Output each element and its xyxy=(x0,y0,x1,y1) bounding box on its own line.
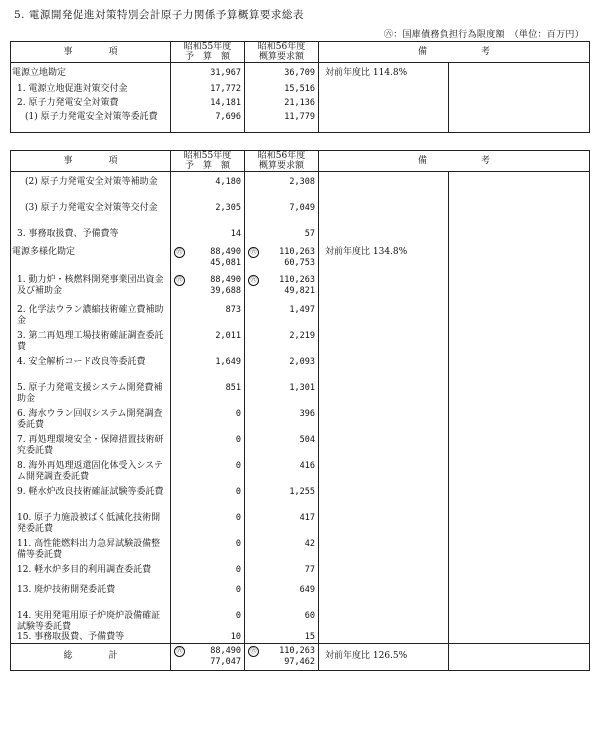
remark-extra xyxy=(449,632,590,643)
table-row xyxy=(11,435,590,461)
item-label-text: 11. 高性能燃料出力急昇試験設備整備等委託費 xyxy=(17,539,161,560)
fy55-amount: 1,649 xyxy=(215,357,241,367)
fy56-amount: 15,516 xyxy=(284,84,315,94)
remark-extra xyxy=(449,357,590,383)
remark xyxy=(319,513,449,539)
table-row xyxy=(11,461,590,487)
remark-extra xyxy=(449,565,590,585)
fy56-value xyxy=(245,632,319,643)
table-row xyxy=(11,565,590,585)
fy56-amount: 417 xyxy=(299,513,315,523)
fy55-value xyxy=(171,513,245,539)
fy55-value xyxy=(171,172,245,204)
table-row xyxy=(11,539,590,565)
fy56-value xyxy=(245,565,319,585)
total-label xyxy=(11,643,171,670)
remark xyxy=(319,632,449,643)
remark xyxy=(319,331,449,357)
fy56-amount: 77 xyxy=(304,565,315,575)
item-label-text: 電源立地勘定 xyxy=(12,68,67,78)
table-row xyxy=(11,487,590,513)
fy56-amount: 2,219 xyxy=(289,331,315,341)
fy56-amount: 1,497 xyxy=(289,305,315,315)
fy56-amount: 1,301 xyxy=(289,383,315,393)
fy55-value xyxy=(171,461,245,487)
total-fy55 xyxy=(171,643,245,670)
item-label xyxy=(11,275,171,305)
item-label xyxy=(11,585,171,611)
table-row xyxy=(11,203,590,229)
fy55-value xyxy=(171,84,245,98)
table-row xyxy=(11,305,590,331)
table-row xyxy=(11,513,590,539)
debt-limit-mark: ㊅ xyxy=(248,247,259,258)
item-label xyxy=(11,539,171,565)
fy56-amount: 15 xyxy=(304,632,315,642)
fy55-value xyxy=(171,275,245,305)
fy55-amount: 17,772 xyxy=(210,84,241,94)
item-label-text: 電源多様化勘定 xyxy=(12,247,76,257)
fy55-amount: 0 xyxy=(235,565,241,575)
item-label xyxy=(11,229,171,247)
header-remarks: 備 考 xyxy=(319,151,590,172)
remark xyxy=(319,357,449,383)
remark-extra xyxy=(449,461,590,487)
table-row xyxy=(11,409,590,435)
remark xyxy=(319,565,449,585)
fy56-value xyxy=(245,275,319,305)
fy56-value xyxy=(245,585,319,611)
remark-extra xyxy=(449,487,590,513)
fy55-amount: 14,181 xyxy=(210,98,241,108)
budget-table-part1 xyxy=(10,41,590,133)
fy55-value xyxy=(171,435,245,461)
item-label-text: 7. 再処理環境安全・保障措置技術研究委託費 xyxy=(17,435,164,456)
table-row xyxy=(11,84,590,98)
remark xyxy=(319,487,449,513)
item-label-text: 15. 事務取扱費、予備費等 xyxy=(17,632,125,642)
fy56-value xyxy=(245,513,319,539)
remark-text: 対前年度比 114.8% xyxy=(325,68,408,78)
table-row xyxy=(11,247,590,275)
item-label xyxy=(11,112,171,133)
fy56-amount: 60 xyxy=(304,611,315,621)
fy55-value xyxy=(171,305,245,331)
fy55-value xyxy=(171,487,245,513)
fy55-value xyxy=(171,409,245,435)
fy56-amount: 416 xyxy=(299,461,315,471)
fy55-amount: 0 xyxy=(235,611,241,621)
table-row xyxy=(11,63,590,85)
fy55-value xyxy=(171,539,245,565)
fy55-amount: 7,696 xyxy=(215,112,241,122)
item-label-text: 2. 化学法ウラン濃縮技術確立費補助金 xyxy=(17,305,164,326)
remark xyxy=(319,305,449,331)
remark-extra xyxy=(449,63,590,85)
item-label xyxy=(11,84,171,98)
remark xyxy=(319,112,449,133)
debt-limit-value: 110,263 xyxy=(279,275,315,285)
fy55-amount: 45,081 xyxy=(210,257,241,268)
header-remarks: 備 考 xyxy=(319,42,590,63)
item-label-text: 14. 実用発電用原子炉廃炉設備確証試験等委託費 xyxy=(17,611,161,632)
fy55-value xyxy=(171,331,245,357)
remark xyxy=(319,435,449,461)
remark xyxy=(319,383,449,409)
fy55-amount: 0 xyxy=(235,435,241,445)
table-header-row xyxy=(11,151,590,172)
remark-extra xyxy=(449,643,590,670)
header-fy55: 昭和55年度 予 算 額 xyxy=(171,42,245,63)
fy55-value xyxy=(171,357,245,383)
item-label-text: (3) 原子力発電安全対策等交付金 xyxy=(25,203,158,213)
fy56-value xyxy=(245,435,319,461)
debt-limit-mark: ㊅ xyxy=(248,275,259,286)
debt-limit-value: 110,263 xyxy=(279,247,315,257)
table-row xyxy=(11,357,590,383)
fy56-value xyxy=(245,229,319,247)
fy56-value xyxy=(245,331,319,357)
item-label xyxy=(11,203,171,229)
fy55-value xyxy=(171,247,245,275)
item-label xyxy=(11,98,171,112)
remark xyxy=(319,84,449,98)
fy55-amount: 851 xyxy=(225,383,241,393)
item-label-text: 1. 電源立地促進対策交付金 xyxy=(17,84,128,94)
fy55-value xyxy=(171,565,245,585)
fy56-amount: 504 xyxy=(299,435,315,445)
item-label-text: 5. 原子力発電支援システム開発費補助金 xyxy=(17,383,163,404)
table-row xyxy=(11,229,590,247)
fy56-value xyxy=(245,172,319,204)
debt-limit-mark: ㊅ xyxy=(174,646,185,657)
remark xyxy=(319,585,449,611)
item-label-text: 12. 軽水炉多目的利用調査委託費 xyxy=(17,565,152,575)
item-label-text: (2) 原子力発電安全対策等補助金 xyxy=(25,177,158,187)
item-label xyxy=(11,383,171,409)
item-label-text: 3. 事務取扱費、予備費等 xyxy=(17,229,119,239)
item-label xyxy=(11,331,171,357)
debt-limit-mark: ㊅ xyxy=(174,247,185,258)
fy55-value xyxy=(171,98,245,112)
fy55-amount: 0 xyxy=(235,539,241,549)
item-label xyxy=(11,565,171,585)
item-label xyxy=(11,172,171,204)
total-amount: 77,047 xyxy=(210,656,241,667)
remark-extra xyxy=(449,247,590,275)
fy55-amount: 873 xyxy=(225,305,241,315)
fy55-amount: 0 xyxy=(235,585,241,595)
table-row xyxy=(11,383,590,409)
header-fy55: 昭和55年度 予 算 額 xyxy=(171,151,245,172)
fy56-amount: 2,093 xyxy=(289,357,315,367)
fy56-amount: 42 xyxy=(304,539,315,549)
total-amount: 97,462 xyxy=(284,656,315,667)
remark-extra xyxy=(449,305,590,331)
item-label-text: 1. 動力炉・核燃料開発事業団出資金及び補助金 xyxy=(17,275,164,296)
page-title: 5. 電源開発促進対策特別会計原子力関係予算概算要求総表 xyxy=(14,9,304,21)
debt-limit-value: 110,263 xyxy=(279,646,315,656)
item-label xyxy=(11,305,171,331)
debt-limit-value: 88,490 xyxy=(210,275,241,285)
fy56-value xyxy=(245,203,319,229)
header-fy56: 昭和56年度 概算要求額 xyxy=(245,42,319,63)
debt-limit-value: 88,490 xyxy=(210,247,241,257)
fy56-amount: 2,308 xyxy=(289,177,315,187)
table-row xyxy=(11,172,590,204)
fy55-amount: 0 xyxy=(235,513,241,523)
item-label-text: 3. 第二再処理工場技術確証調査委託費 xyxy=(17,331,164,352)
fy55-value xyxy=(171,203,245,229)
table-row xyxy=(11,275,590,305)
remark-extra xyxy=(449,435,590,461)
fy55-value xyxy=(171,383,245,409)
remark xyxy=(319,461,449,487)
fy55-amount: 0 xyxy=(235,487,241,497)
item-label xyxy=(11,513,171,539)
item-label-text: 13. 廃炉技術開発委託費 xyxy=(17,585,116,595)
item-label-text: 6. 海水ウラン回収システム開発調査委託費 xyxy=(17,409,163,430)
remark-extra xyxy=(449,611,590,632)
remark-extra xyxy=(449,98,590,112)
remark-extra xyxy=(449,275,590,305)
remark xyxy=(319,275,449,305)
remark-text: 対前年度比 134.8% xyxy=(325,247,408,257)
budget-table-part2 xyxy=(10,150,590,671)
fy56-amount: 60,753 xyxy=(284,257,315,268)
fy55-value xyxy=(171,229,245,247)
header-fy56: 昭和56年度 概算要求額 xyxy=(245,151,319,172)
item-label xyxy=(11,409,171,435)
remark-extra xyxy=(449,84,590,98)
item-label xyxy=(11,435,171,461)
fy55-amount: 10 xyxy=(230,632,241,642)
remark-extra xyxy=(449,203,590,229)
fy55-value xyxy=(171,611,245,632)
remark xyxy=(319,409,449,435)
remark-extra xyxy=(449,229,590,247)
fy55-amount: 0 xyxy=(235,461,241,471)
remark xyxy=(319,247,449,275)
table-header-row xyxy=(11,42,590,63)
fy56-value xyxy=(245,63,319,85)
fy55-amount: 4,180 xyxy=(215,177,241,187)
remark xyxy=(319,63,449,85)
fy56-value xyxy=(245,98,319,112)
item-label-text: 10. 原子力施設被ばく低減化技術開発委託費 xyxy=(17,513,161,534)
table-row xyxy=(11,611,590,632)
remark-extra xyxy=(449,513,590,539)
table-row xyxy=(11,98,590,112)
item-label-text: 4. 安全解析コード改良等委託費 xyxy=(17,357,146,367)
fy55-amount: 2,305 xyxy=(215,203,241,213)
fy56-amount: 11,779 xyxy=(284,112,315,122)
remark xyxy=(319,98,449,112)
debt-limit-mark: ㊅ xyxy=(248,646,259,657)
remark-extra xyxy=(449,383,590,409)
fy56-value xyxy=(245,305,319,331)
fy56-amount: 21,136 xyxy=(284,98,315,108)
item-label-text: 8. 海外再処理返還固化体受入システム開発調査委託費 xyxy=(17,461,163,482)
total-remark-text: 対前年度比 126.5% xyxy=(325,651,408,662)
item-label xyxy=(11,461,171,487)
fy56-amount: 36,709 xyxy=(284,68,315,78)
total-fy56 xyxy=(245,643,319,670)
item-label xyxy=(11,247,171,275)
item-label xyxy=(11,357,171,383)
fy55-amount: 31,967 xyxy=(210,68,241,78)
total-label-text: 総 計 xyxy=(63,651,118,662)
table-row xyxy=(11,632,590,643)
table-row xyxy=(11,585,590,611)
item-label xyxy=(11,487,171,513)
remark-extra xyxy=(449,331,590,357)
fy56-value xyxy=(245,611,319,632)
remark xyxy=(319,203,449,229)
fy56-value xyxy=(245,247,319,275)
fy56-value xyxy=(245,357,319,383)
fy56-amount: 57 xyxy=(304,229,315,239)
remark-extra xyxy=(449,409,590,435)
fy56-value xyxy=(245,112,319,133)
header-item: 事 項 xyxy=(11,151,171,172)
fy55-amount: 0 xyxy=(235,409,241,419)
remark-extra xyxy=(449,585,590,611)
remark xyxy=(319,539,449,565)
fy56-value xyxy=(245,383,319,409)
fy56-amount: 396 xyxy=(299,409,315,419)
item-label-text: 2. 原子力発電安全対策費 xyxy=(17,98,119,108)
fy55-value xyxy=(171,63,245,85)
remark xyxy=(319,611,449,632)
debt-limit-value: 88,490 xyxy=(210,646,241,656)
fy56-amount: 1,255 xyxy=(289,487,315,497)
remark-extra xyxy=(449,172,590,204)
fy55-value xyxy=(171,585,245,611)
fy56-value xyxy=(245,461,319,487)
total-row xyxy=(11,643,590,670)
remark xyxy=(319,172,449,204)
unit-note: ㊅：国庫債務負担行為限度額 （単位：百万円） xyxy=(383,30,584,40)
fy56-value xyxy=(245,84,319,98)
item-label-text: (1) 原子力発電安全対策等委託費 xyxy=(25,112,158,122)
header-item: 事 項 xyxy=(11,42,171,63)
debt-limit-mark: ㊅ xyxy=(174,275,185,286)
fy56-amount: 49,821 xyxy=(284,285,315,296)
fy55-amount: 14 xyxy=(230,229,241,239)
fy56-value xyxy=(245,409,319,435)
fy55-amount: 2,011 xyxy=(215,331,241,341)
item-label xyxy=(11,611,171,632)
fy56-value xyxy=(245,487,319,513)
remark xyxy=(319,229,449,247)
item-label-text: 9. 軽水炉改良技術確証試験等委託費 xyxy=(17,487,164,497)
fy56-amount: 7,049 xyxy=(289,203,315,213)
fy55-value xyxy=(171,112,245,133)
fy55-amount: 39,688 xyxy=(210,285,241,296)
remark-extra xyxy=(449,539,590,565)
item-label xyxy=(11,63,171,85)
table-row xyxy=(11,331,590,357)
fy56-value xyxy=(245,539,319,565)
total-remark xyxy=(319,643,449,670)
fy55-value xyxy=(171,632,245,643)
table-row xyxy=(11,112,590,133)
remark-extra xyxy=(449,112,590,133)
fy56-amount: 649 xyxy=(299,585,315,595)
item-label xyxy=(11,632,171,643)
